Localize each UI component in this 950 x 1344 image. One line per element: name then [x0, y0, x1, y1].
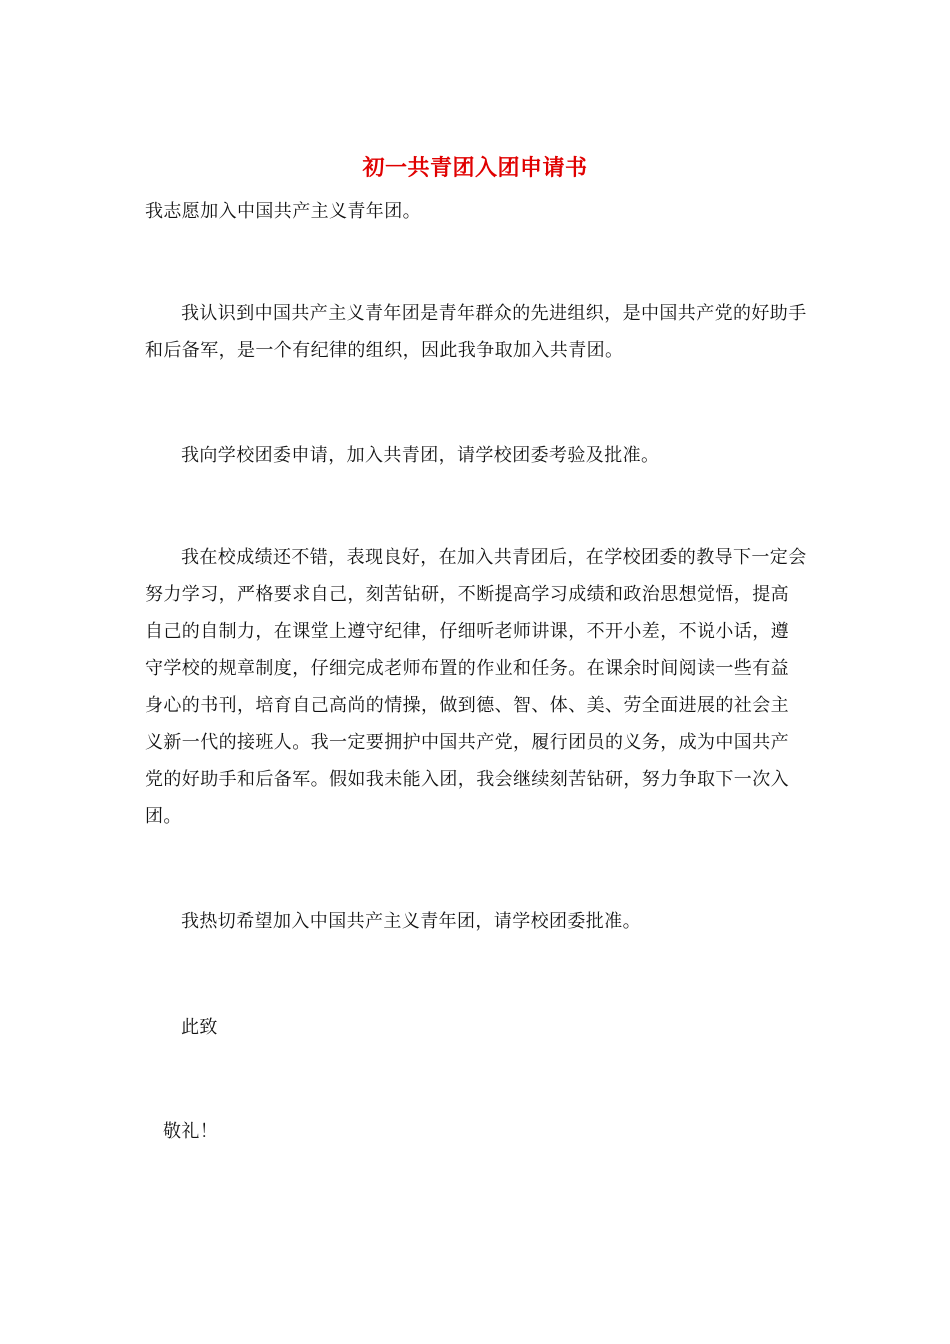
document-title: 初一共青团入团申请书: [362, 155, 588, 181]
paragraph-commitment: 我在校成绩还不错，表现良好，在加入共青团后，在学校团委的教导下一定会努力学习，严格要求自己，刻苦钻研，不断提高学习成绩和政治思想觉悟，提高自己的自制力，在课堂上遵守纪律，仔细听老师讲课，不开小差，不说小话，遵守学校的规章制度，仔细完成老师布置的作业和任务。在课余时间阅读一些有益身心的书刊，培育自己高尚的情操，做到德、智、体、美、劳全面进展的社会主义新一代的接班人。我一定要拥护中国共产党，履行团员的义务，成为中国共产党的好助手和后备军。假如我未能入团，我会继续刻苦钻研，努力争取下一次入团。: [145, 547, 807, 827]
closing-text: 此致: [181, 1017, 218, 1038]
paragraph-request: 我向学校团委申请，加入共青团，请学校团委考验及批准。: [181, 445, 660, 466]
paragraph-intro: 我志愿加入中国共产主义青年团。: [145, 201, 421, 222]
paragraph-understanding: 我认识到中国共产主义青年团是青年群众的先进组织，是中国共产党的好助手和后备军，是一个有纪律的组织，因此我争取加入共青团。: [145, 303, 807, 361]
salutation-text: 敬礼！: [163, 1121, 219, 1142]
paragraph-hope: 我热切希望加入中国共产主义青年团，请学校团委批准。: [181, 911, 641, 932]
